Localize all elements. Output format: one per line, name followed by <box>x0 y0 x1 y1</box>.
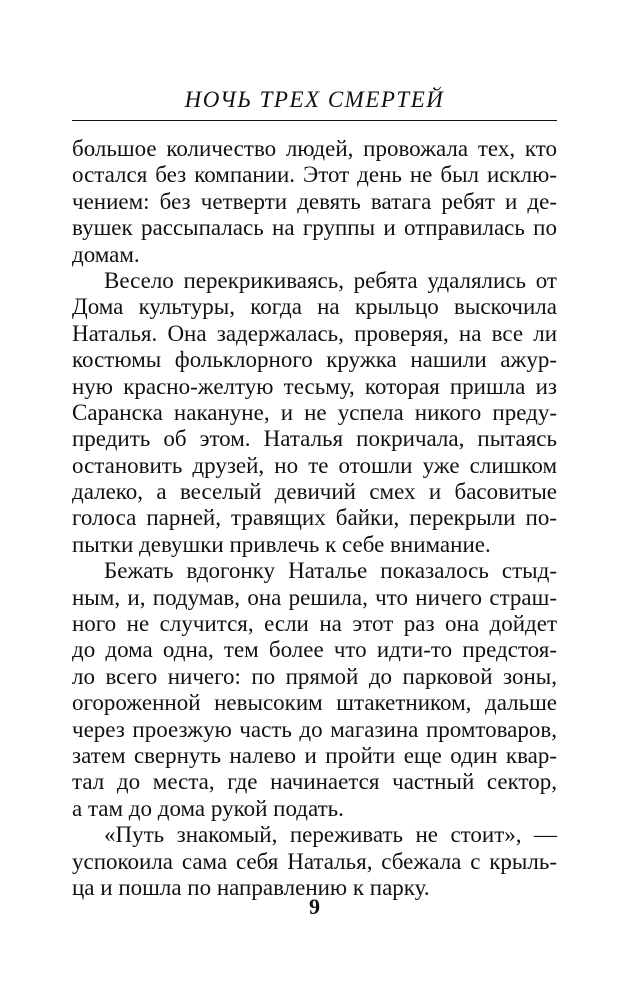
text-line: через проезжую часть до магазина промтоваров, <box>72 716 557 742</box>
text-line: остался без компании. Этот день не был исклю- <box>72 162 557 188</box>
text-line: вушек рассыпалась на группы и отправилась по <box>72 215 557 241</box>
text-line: ного не случится, если на этот раз она дойдет <box>72 611 557 637</box>
text-line: огороженной невысоким штакетником, дальше <box>72 690 557 716</box>
text-line: предить об этом. Наталья покричала, пытаясь <box>72 426 557 452</box>
header-divider <box>72 120 557 121</box>
text-line: успокоила сама себя Наталья, сбежала с крыль- <box>72 848 557 874</box>
page-number: 9 <box>309 894 320 919</box>
text-line: тал до места, где начинается частный сектор, <box>72 769 557 795</box>
text-line: ца и пошла по направлению к парку. <box>72 874 430 900</box>
text-line: до дома одна, тем более что идти-то предстоя- <box>72 637 557 663</box>
text-line: пытки девушки привлечь к себе внимание. <box>72 531 491 557</box>
text-line: далеко, а веселый девичий смех и басовитые <box>72 479 557 505</box>
text-line: Саранска накануне, и не успела никого преду- <box>72 399 557 425</box>
text-line: большое количество людей, провожала тех, кто <box>72 136 557 161</box>
running-title: НОЧЬ ТРЕХ СМЕРТЕЙ <box>184 87 445 112</box>
text-line: ло всего ничего: по прямой до парковой зоны, <box>72 663 557 689</box>
text-line: чением: без четверти девять ватага ребят и де- <box>72 188 557 214</box>
text-line: Весело перекрикиваясь, ребята удалялись от <box>104 267 557 293</box>
text-line: костюмы фольклорного кружка нашили ажур- <box>72 347 557 373</box>
text-line: ную красно-желтую тесьму, которая пришла из <box>72 373 557 399</box>
text-line: затем свернуть налево и пройти еще один квар- <box>72 742 557 768</box>
text-line: голоса парней, травящих байки, перекрыли по- <box>72 505 557 531</box>
text-line: Бежать вдогонку Наталье показалось стыд- <box>104 558 557 584</box>
page-body <box>72 136 557 901</box>
text-line: домам. <box>72 241 140 267</box>
text-line: «Путь знакомый, переживать не стоит», — <box>104 822 557 848</box>
text-line: Дома культуры, когда на крыльцо выскочила <box>72 294 557 320</box>
text-line: а там до дома рукой подать. <box>72 795 344 821</box>
text-line: ным, и, подумав, она решила, что ничего страш- <box>72 584 557 610</box>
text-line: остановить друзей, но те отошли уже слишком <box>72 452 557 478</box>
text-line: Наталья. Она задержалась, проверяя, на все ли <box>72 320 557 346</box>
